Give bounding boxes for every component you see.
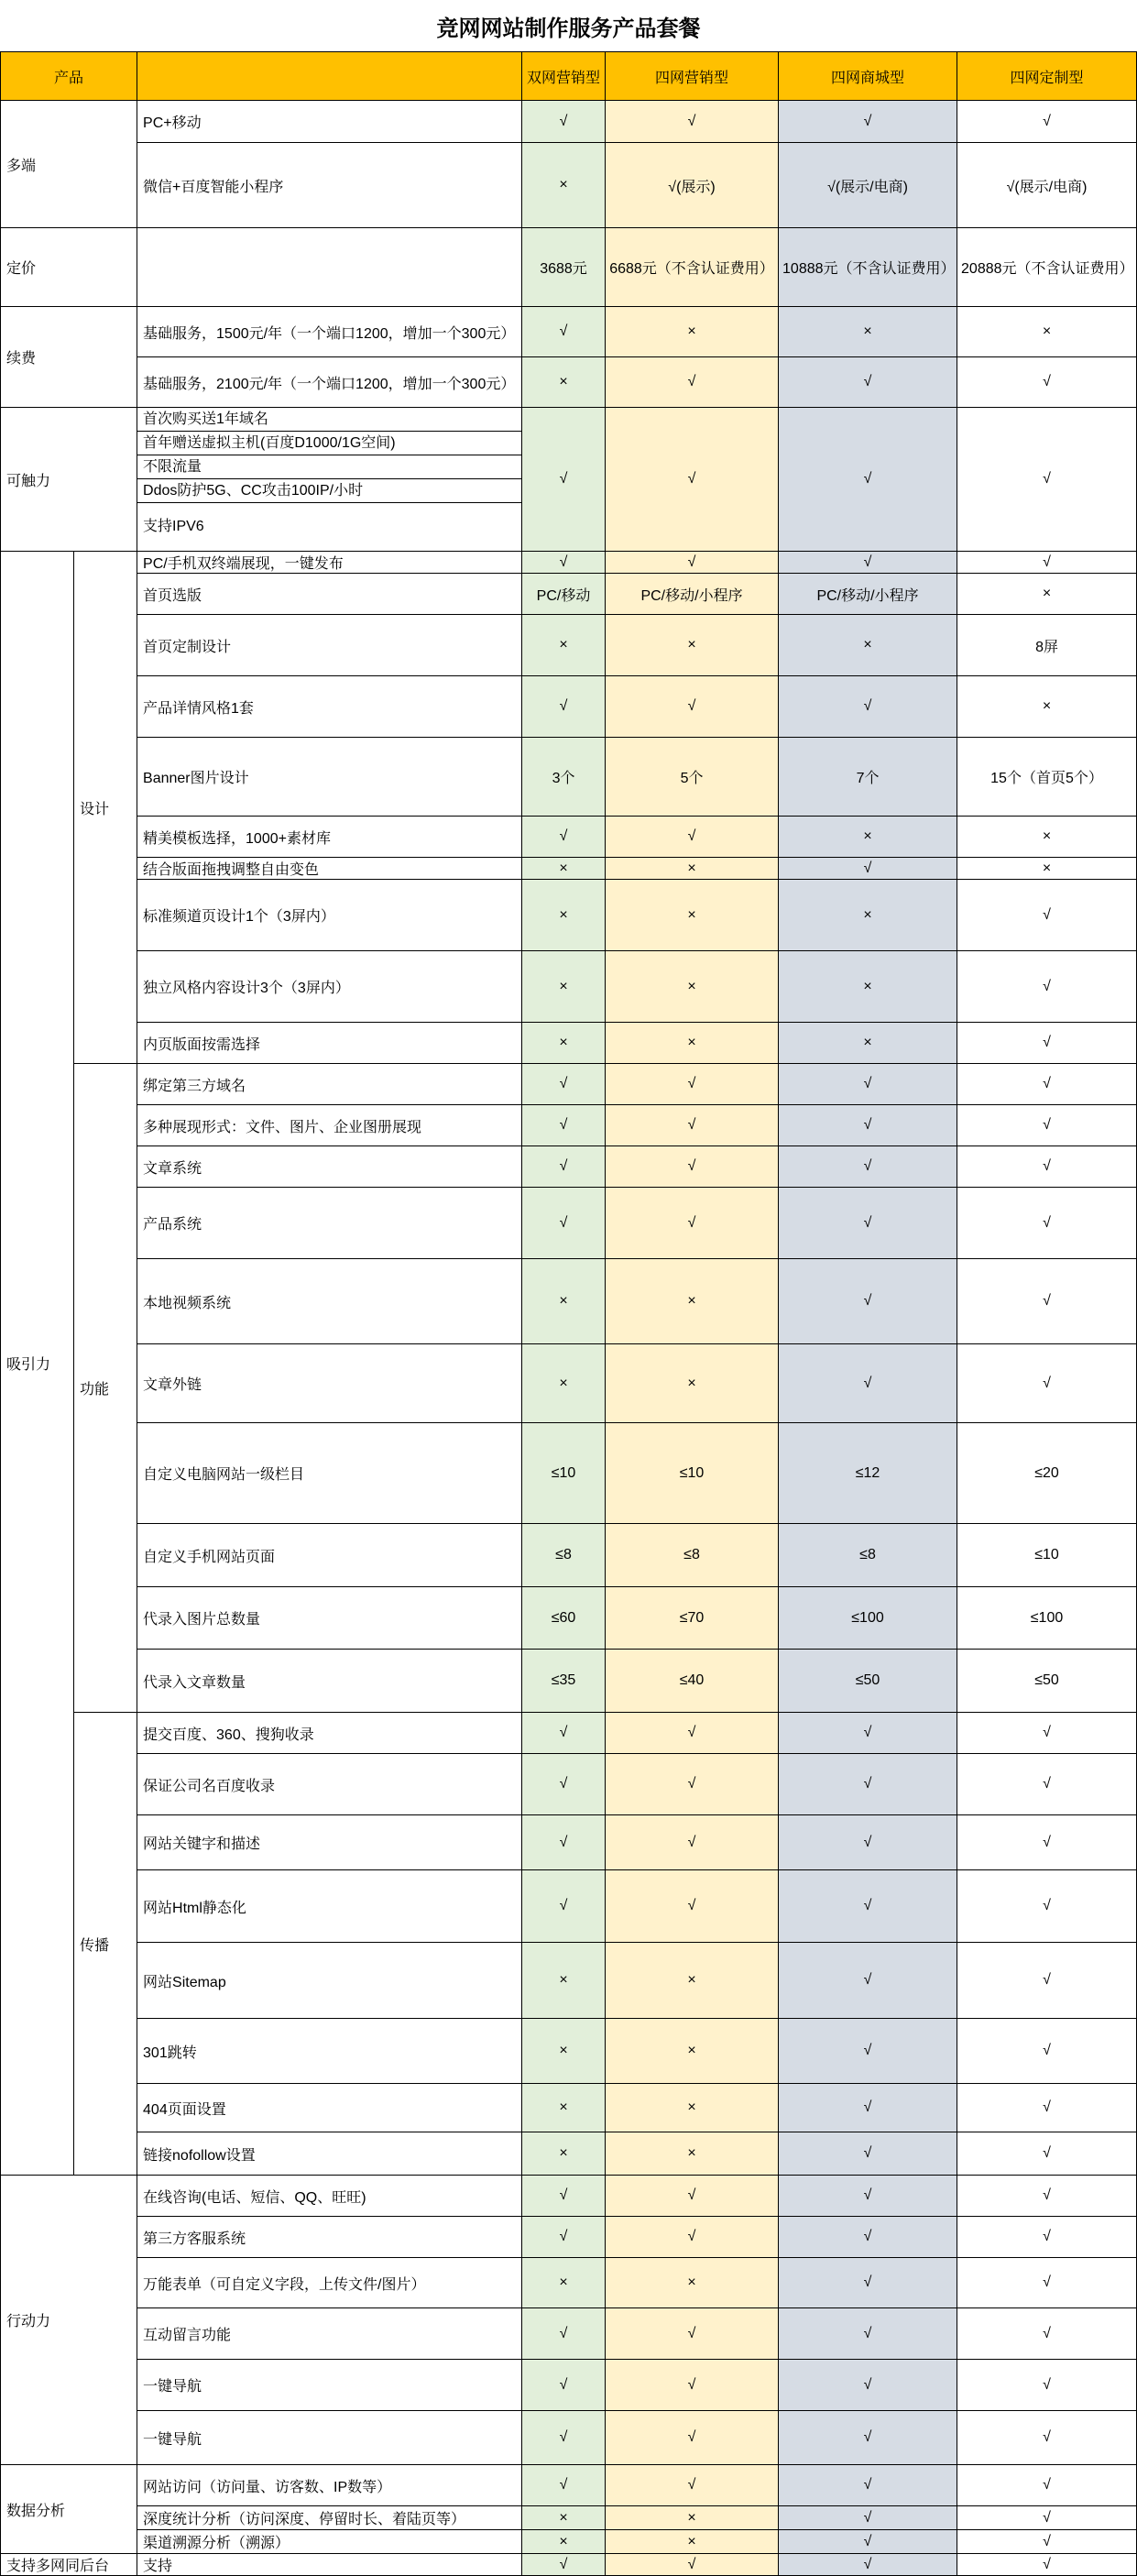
plan-4-value: √ — [957, 1943, 1137, 2019]
plan-3-value: √ — [779, 2308, 957, 2360]
plan-2-value: 5个 — [606, 738, 779, 817]
table-row — [1, 2465, 1137, 2506]
plan-1-value: √ — [522, 2217, 606, 2258]
plan-2-value: × — [606, 951, 779, 1023]
plan-2-value: √ — [606, 101, 779, 143]
feature-label: PC+移动 — [137, 101, 522, 143]
plan-3-value: √ — [779, 408, 957, 552]
plan-2-value: × — [606, 2530, 779, 2554]
plan-2-value: √ — [606, 552, 779, 574]
plan-1-value: √ — [522, 1754, 606, 1815]
plan-2-value: × — [606, 615, 779, 676]
plan-4-value: √ — [957, 2506, 1137, 2530]
table-row — [1, 1870, 1137, 1943]
plan-2-value: 6688元（不含认证费用） — [606, 228, 779, 307]
plan-4-value: √ — [957, 951, 1137, 1023]
plan-4-value: × — [957, 307, 1137, 357]
plan-4-value: ≤100 — [957, 1587, 1137, 1650]
category-duoduan: 多端 — [1, 101, 137, 228]
plan-4-value: √ — [957, 2360, 1137, 2411]
plan-4-value: √ — [957, 101, 1137, 143]
plan-1-value: × — [522, 1259, 606, 1344]
plan-1-value: × — [522, 143, 606, 228]
plan-2-value: √ — [606, 357, 779, 408]
table-row — [1, 1650, 1137, 1713]
plan-3-value: × — [779, 951, 957, 1023]
plan-3-value: √ — [779, 1105, 957, 1146]
feature-label: 结合版面拖拽调整自由变色 — [137, 858, 522, 880]
plan-1-value: √ — [522, 2465, 606, 2506]
subcategory-gongneng: 功能 — [74, 1064, 137, 1713]
table-row — [1, 1943, 1137, 2019]
plan-3-value: × — [779, 1023, 957, 1064]
plan-1-value: × — [522, 1023, 606, 1064]
header-row — [1, 52, 1137, 101]
header-plan-1: 双网营销型 — [522, 52, 606, 101]
plan-1-value: × — [522, 2084, 606, 2132]
plan-3-value: √ — [779, 2506, 957, 2530]
plan-2-value: × — [606, 858, 779, 880]
plan-3-value: × — [779, 880, 957, 951]
plan-4-value: √ — [957, 1815, 1137, 1870]
plan-2-value: √ — [606, 1188, 779, 1259]
plan-2-value: PC/移动/小程序 — [606, 574, 779, 615]
plan-3-value: √ — [779, 676, 957, 738]
feature-label: 网站Sitemap — [137, 1943, 522, 2019]
plan-1-value: √ — [522, 2360, 606, 2411]
table-row — [1, 2308, 1137, 2360]
table-row — [1, 408, 1137, 552]
feature-label — [137, 228, 522, 307]
table-row — [1, 2019, 1137, 2084]
feature-label: PC/手机双终端展现，一键发布 — [137, 552, 522, 574]
category-xingdongli: 行动力 — [1, 2176, 137, 2465]
feature-label: 301跳转 — [137, 2019, 522, 2084]
plan-2-value: √ — [606, 2411, 779, 2465]
plan-2-value: √ — [606, 817, 779, 858]
plan-4-value: × — [957, 574, 1137, 615]
plan-2-value: × — [606, 1023, 779, 1064]
plan-1-value: ≤10 — [522, 1423, 606, 1524]
subcategory-sheji: 设计 — [74, 552, 137, 1064]
plan-3-value: √ — [779, 2360, 957, 2411]
plan-1-value: ≤8 — [522, 1524, 606, 1587]
plan-1-value: √ — [522, 1146, 606, 1188]
plan-2-value: × — [606, 2019, 779, 2084]
plan-3-value: ≤8 — [779, 1524, 957, 1587]
plan-3-value: √ — [779, 1943, 957, 2019]
plan-1-value: √ — [522, 2554, 606, 2576]
plan-4-value: √ — [957, 2176, 1137, 2217]
feature-label: 万能表单（可自定义字段，上传文件/图片） — [137, 2258, 522, 2308]
feature-label: 自定义电脑网站一级栏目 — [137, 1423, 522, 1524]
feature-cell — [137, 408, 522, 552]
category-houtai: 支持多网同后台 — [1, 2554, 137, 2576]
plan-2-value: ≤10 — [606, 1423, 779, 1524]
plan-4-value: √ — [957, 2308, 1137, 2360]
plan-4-value: ≤50 — [957, 1650, 1137, 1713]
table-row — [1, 738, 1137, 817]
plan-1-value: × — [522, 615, 606, 676]
plan-2-value: √ — [606, 1713, 779, 1754]
plan-2-value: × — [606, 2506, 779, 2530]
plan-4-value: √ — [957, 1870, 1137, 1943]
plan-2-value: √ — [606, 2554, 779, 2576]
table-row — [1, 2176, 1137, 2217]
plan-3-value: √ — [779, 2411, 957, 2465]
table-row — [1, 307, 1137, 357]
plan-4-value: √ — [957, 1188, 1137, 1259]
table-row — [1, 2084, 1137, 2132]
table-row — [1, 1188, 1137, 1259]
plan-4-value: √ — [957, 1146, 1137, 1188]
feature-label: 精美模板选择，1000+素材库 — [137, 817, 522, 858]
header-plan-2: 四网营销型 — [606, 52, 779, 101]
plan-3-value: √ — [779, 552, 957, 574]
table-row — [1, 1423, 1137, 1524]
plan-3-value: 10888元（不含认证费用） — [779, 228, 957, 307]
plan-3-value: √ — [779, 2465, 957, 2506]
plan-1-value: √ — [522, 1064, 606, 1105]
table-row — [1, 2530, 1137, 2554]
table-row — [1, 2258, 1137, 2308]
plan-4-value: √ — [957, 2019, 1137, 2084]
plan-4-value: √ — [957, 880, 1137, 951]
table-row — [1, 951, 1137, 1023]
feature-label: 文章外链 — [137, 1344, 522, 1423]
feature-label: 代录入文章数量 — [137, 1650, 522, 1713]
header-plan-4: 四网定制型 — [957, 52, 1137, 101]
plan-1-value: 3688元 — [522, 228, 606, 307]
plan-3-value: √ — [779, 1815, 957, 1870]
plan-comparison-table — [0, 51, 1137, 2576]
feature-label: 第三方客服系统 — [137, 2217, 522, 2258]
feature-label: 代录入图片总数量 — [137, 1587, 522, 1650]
table-row — [1, 615, 1137, 676]
table-row — [1, 1146, 1137, 1188]
plan-4-value: × — [957, 858, 1137, 880]
plan-4-value: 15个（首页5个） — [957, 738, 1137, 817]
table-row — [1, 1815, 1137, 1870]
plan-1-value: √ — [522, 307, 606, 357]
plan-4-value: √ — [957, 2465, 1137, 2506]
category-dingjia: 定价 — [1, 228, 137, 307]
feature-label: 微信+百度智能小程序 — [137, 143, 522, 228]
plan-4-value: √ — [957, 1344, 1137, 1423]
plan-4-value: √ — [957, 1754, 1137, 1815]
plan-3-value: √ — [779, 2554, 957, 2576]
plan-2-value: √ — [606, 2176, 779, 2217]
feature-label: 保证公司名百度收录 — [137, 1754, 522, 1815]
category-xiyinli: 吸引力 — [1, 552, 74, 2176]
header-product: 产品 — [1, 52, 137, 101]
plan-1-value: √ — [522, 1188, 606, 1259]
plan-2-value: √ — [606, 2360, 779, 2411]
table-row — [1, 1344, 1137, 1423]
plan-3-value: √ — [779, 1146, 957, 1188]
plan-4-value: × — [957, 817, 1137, 858]
plan-3-value: √ — [779, 2084, 957, 2132]
header-feature-blank — [137, 52, 522, 101]
table-row — [1, 357, 1137, 408]
plan-1-value: × — [522, 2019, 606, 2084]
plan-4-value: √ — [957, 2217, 1137, 2258]
plan-3-value: ≤100 — [779, 1587, 957, 1650]
table-row — [1, 2411, 1137, 2465]
plan-3-value: √ — [779, 2217, 957, 2258]
plan-3-value: √ — [779, 1870, 957, 1943]
plan-1-value: × — [522, 858, 606, 880]
table-row — [1, 2217, 1137, 2258]
feature-label: 产品系统 — [137, 1188, 522, 1259]
plan-2-value: ≤70 — [606, 1587, 779, 1650]
feature-subitem: 支持IPV6 — [143, 519, 204, 534]
category-shuju: 数据分析 — [1, 2465, 137, 2554]
feature-label: 多种展现形式：文件、图片、企业图册展现 — [137, 1105, 522, 1146]
feature-subitem: Ddos防护5G、CC攻击100IP/小时 — [137, 479, 521, 503]
plan-3-value: √ — [779, 1064, 957, 1105]
category-xufei: 续费 — [1, 307, 137, 408]
feature-label: 在线咨询(电话、短信、QQ、旺旺) — [137, 2176, 522, 2217]
table-row — [1, 2360, 1137, 2411]
table-row — [1, 1064, 1137, 1105]
plan-3-value: √ — [779, 1754, 957, 1815]
feature-label: 提交百度、360、搜狗收录 — [137, 1713, 522, 1754]
plan-4-value: ≤10 — [957, 1524, 1137, 1587]
plan-4-value: ≤20 — [957, 1423, 1137, 1524]
plan-2-value: √ — [606, 1146, 779, 1188]
plan-2-value: √ — [606, 2217, 779, 2258]
plan-3-value: √ — [779, 2258, 957, 2308]
plan-2-value: √ — [606, 676, 779, 738]
plan-1-value: √ — [522, 2308, 606, 2360]
table-row — [1, 552, 1137, 574]
plan-1-value: √ — [522, 1105, 606, 1146]
plan-2-value: √ — [606, 1815, 779, 1870]
table-row — [1, 858, 1137, 880]
plan-2-value: √ — [606, 1064, 779, 1105]
feature-label: 文章系统 — [137, 1146, 522, 1188]
plan-3-value: √ — [779, 1259, 957, 1344]
page-title: 竞网网站制作服务产品套餐 — [436, 16, 701, 41]
plan-2-value: × — [606, 2258, 779, 2308]
plan-4-value: × — [957, 676, 1137, 738]
plan-1-value: × — [522, 2530, 606, 2554]
feature-label: 网站Html静态化 — [137, 1870, 522, 1943]
plan-1-value: √ — [522, 408, 606, 552]
plan-2-value: × — [606, 2132, 779, 2176]
table-row — [1, 1713, 1137, 1754]
feature-label: 互动留言功能 — [137, 2308, 522, 2360]
plan-3-value: ≤12 — [779, 1423, 957, 1524]
plan-3-value: √ — [779, 1344, 957, 1423]
plan-3-value: √ — [779, 2019, 957, 2084]
plan-2-value: × — [606, 1259, 779, 1344]
plan-4-value: √ — [957, 2411, 1137, 2465]
feature-label: 绑定第三方域名 — [137, 1064, 522, 1105]
plan-3-value: × — [779, 615, 957, 676]
plan-1-value: PC/移动 — [522, 574, 606, 615]
subcategory-chuanbo: 传播 — [74, 1713, 137, 2176]
plan-1-value: × — [522, 2258, 606, 2308]
feature-label: 渠道溯源分析（溯源） — [137, 2530, 522, 2554]
plan-1-value: × — [522, 880, 606, 951]
plan-1-value: √ — [522, 817, 606, 858]
plan-3-value: × — [779, 817, 957, 858]
feature-label: 首页选版 — [137, 574, 522, 615]
plan-2-value: √ — [606, 1870, 779, 1943]
table-row — [1, 676, 1137, 738]
plan-1-value: × — [522, 1943, 606, 2019]
plan-1-value: √ — [522, 676, 606, 738]
plan-3-value: PC/移动/小程序 — [779, 574, 957, 615]
plan-2-value: ≤40 — [606, 1650, 779, 1713]
plan-4-value: √ — [957, 2258, 1137, 2308]
plan-4-value: √ — [957, 1713, 1137, 1754]
plan-4-value: 8屏 — [957, 615, 1137, 676]
plan-2-value: ≤8 — [606, 1524, 779, 1587]
plan-1-value: ≤60 — [522, 1587, 606, 1650]
plan-2-value: √ — [606, 1754, 779, 1815]
plan-4-value: √ — [957, 1105, 1137, 1146]
plan-3-value: √ — [779, 1188, 957, 1259]
plan-4-value: √ — [957, 2132, 1137, 2176]
feature-subitem: 首年赠送虚拟主机(百度D1000/1G空间) — [137, 432, 521, 455]
table-row — [1, 1259, 1137, 1344]
plan-4-value: √ — [957, 408, 1137, 552]
plan-2-value: × — [606, 2084, 779, 2132]
plan-2-value: √ — [606, 1105, 779, 1146]
feature-label: 支持 — [137, 2554, 522, 2576]
feature-label: 404页面设置 — [137, 2084, 522, 2132]
plan-3-value: × — [779, 307, 957, 357]
table-row — [1, 880, 1137, 951]
plan-3-value: √(展示/电商) — [779, 143, 957, 228]
plan-4-value: √ — [957, 1064, 1137, 1105]
plan-4-value: 20888元（不含认证费用） — [957, 228, 1137, 307]
plan-2-value: √(展示) — [606, 143, 779, 228]
table-row — [1, 2132, 1137, 2176]
table-row — [1, 228, 1137, 307]
feature-label: 基础服务，2100元/年（一个端口1200，增加一个300元） — [137, 357, 522, 408]
feature-label: 自定义手机网站页面 — [137, 1524, 522, 1587]
plan-3-value: 7个 — [779, 738, 957, 817]
plan-1-value: 3个 — [522, 738, 606, 817]
feature-label: 网站关键字和描述 — [137, 1815, 522, 1870]
plan-1-value: √ — [522, 1815, 606, 1870]
feature-label: Banner图片设计 — [137, 738, 522, 817]
plan-2-value: × — [606, 1344, 779, 1423]
feature-label: 网站访问（访问量、访客数、IP数等） — [137, 2465, 522, 2506]
category-kechuli: 可触力 — [1, 408, 137, 552]
plan-4-value: √ — [957, 1259, 1137, 1344]
plan-4-value: √ — [957, 357, 1137, 408]
table-row — [1, 574, 1137, 615]
table-row — [1, 1524, 1137, 1587]
feature-label: 标准频道页设计1个（3屏内） — [137, 880, 522, 951]
plan-3-value: √ — [779, 357, 957, 408]
feature-subitem: 首次购买送1年域名 — [137, 408, 521, 432]
plan-1-value: × — [522, 2132, 606, 2176]
table-row — [1, 1754, 1137, 1815]
plan-1-value: × — [522, 2506, 606, 2530]
table-row — [1, 143, 1137, 228]
feature-label: 内页版面按需选择 — [137, 1023, 522, 1064]
plan-4-value: √ — [957, 2530, 1137, 2554]
table-row — [1, 817, 1137, 858]
feature-label: 链接nofollow设置 — [137, 2132, 522, 2176]
plan-2-value: × — [606, 880, 779, 951]
feature-label: 一键导航 — [137, 2411, 522, 2465]
plan-1-value: √ — [522, 2411, 606, 2465]
plan-1-value: × — [522, 951, 606, 1023]
table-row — [1, 1023, 1137, 1064]
plan-1-value: × — [522, 357, 606, 408]
plan-1-value: √ — [522, 552, 606, 574]
plan-2-value: √ — [606, 408, 779, 552]
plan-1-value: × — [522, 1344, 606, 1423]
plan-4-value: √ — [957, 1023, 1137, 1064]
plan-1-value: ≤35 — [522, 1650, 606, 1713]
feature-label: 一键导航 — [137, 2360, 522, 2411]
plan-4-value: √ — [957, 2554, 1137, 2576]
plan-3-value: √ — [779, 2530, 957, 2554]
feature-label: 独立风格内容设计3个（3屏内） — [137, 951, 522, 1023]
plan-1-value: √ — [522, 101, 606, 143]
plan-4-value: √ — [957, 552, 1137, 574]
table-row — [1, 2506, 1137, 2530]
feature-label: 本地视频系统 — [137, 1259, 522, 1344]
plan-2-value: √ — [606, 2308, 779, 2360]
plan-3-value: √ — [779, 2132, 957, 2176]
feature-label: 基础服务，1500元/年（一个端口1200，增加一个300元） — [137, 307, 522, 357]
feature-subitem: 不限流量 — [137, 455, 521, 479]
plan-3-value: √ — [779, 1713, 957, 1754]
plan-3-value: √ — [779, 101, 957, 143]
table-row — [1, 1587, 1137, 1650]
feature-label: 首页定制设计 — [137, 615, 522, 676]
plan-3-value: ≤50 — [779, 1650, 957, 1713]
feature-label: 深度统计分析（访问深度、停留时长、着陆页等） — [137, 2506, 522, 2530]
plan-1-value: √ — [522, 2176, 606, 2217]
plan-3-value: √ — [779, 2176, 957, 2217]
plan-2-value: × — [606, 1943, 779, 2019]
plan-4-value: √ — [957, 2084, 1137, 2132]
plan-1-value: √ — [522, 1870, 606, 1943]
plan-3-value: √ — [779, 858, 957, 880]
plan-1-value: √ — [522, 1713, 606, 1754]
plan-2-value: √ — [606, 2465, 779, 2506]
plan-2-value: × — [606, 307, 779, 357]
header-plan-3: 四网商城型 — [779, 52, 957, 101]
table-row — [1, 1105, 1137, 1146]
table-row — [1, 101, 1137, 143]
plan-4-value: √(展示/电商) — [957, 143, 1137, 228]
feature-label: 产品详情风格1套 — [137, 676, 522, 738]
